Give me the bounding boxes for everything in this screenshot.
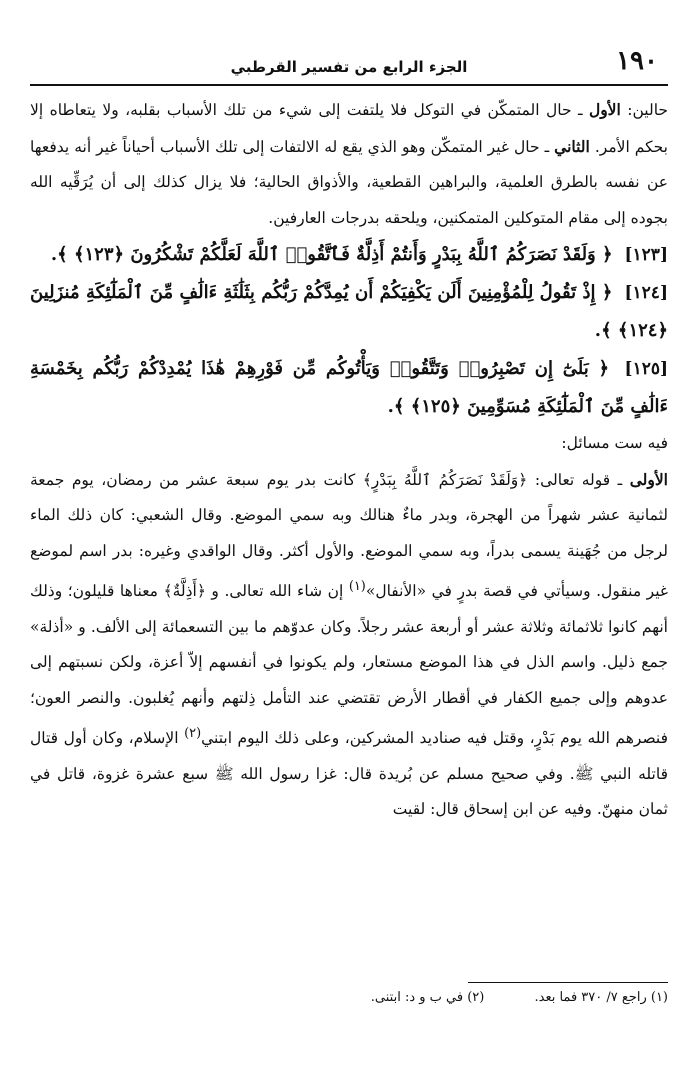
verse-number: [١٢٥] xyxy=(624,359,669,379)
first-issue-paragraph: الأولى ـ قوله تعالى: ﴿وَلَقَدْ نَصَرَكُمُ ٱللَّهُ بِبَدْرٍ﴾ كانت بدر يوم سبعة عشر من رمضان، يوم جمعة لثمانية عشر شهراً من الهجرة، وبدر ماءٌ هنالك وبه سمي الموضع. وقال الشعبي: كان ذلك الماء لرجل من جُهَينة يسمى بدراً، وبه سمي الموضع. والأول أكثر. وقال الواقدي وغيره: بدر اسم لموضع غير منقول. وسيأتي في قصة بدرٍ في «الأنفال»$^{(١)}$ إن شاء الله تعالى. و ﴿أَذِلَّةٌ﴾ معناها قليلون؛ وذلك أنهم كانوا ثلاثمائة وثلاثة عشر أو أربعة عشر رجلاً. وكان عدوّهم ما بين التسعمائة إلى الألف. و «أذلة» جمع ذليل. واسم الذل في هذا الموضع مستعار، ولم يكونوا في أنفسهم إلاّ أعزة، ولكن نسبتهم إلى عدوهم وإلى جميع الكفار في أقطار الأرض تقتضي عند التأمل ذِلتهم وأنهم يُغلبون. والنصر العون؛ فنصرهم الله يوم بَدْرٍ، وقتل فيه صناديد المشركين، وعلى ذلك اليوم ابتني$^{(٢)}$ الإسلام، وكان أول قتال قاتله النبي ﷺ. وفي صحيح مسلم عن بُريدة قال: غزا رسول الله ﷺ سبع عشرة غزوة، قاتل في ثمان منهنّ. وفيه عن ابن إسحاق قال: لقيت xyxy=(30,469,669,819)
footnote-ref-2: (٢) xyxy=(184,726,202,742)
footnote-ref-1: (١) xyxy=(348,579,366,594)
footnote-2: (٢) في ب و د: ابتنى. xyxy=(370,990,485,1005)
verse-text: ﴿ وَلَقَدْ نَصَرَكُمُ ٱللَّهُ بِبَدْرٍ وَأَنتُمْ أَذِلَّةٌ فَٱتَّقُوا۟ ٱللَّهَ لَعَلَّكُمْ تَشْكُرُونَ ﴿١٢٣﴾ ﴾. xyxy=(50,244,613,265)
term-first: الأول xyxy=(588,100,621,119)
verse-number: [١٢٤] xyxy=(624,283,668,303)
issues-intro: فيه ست مسائل: xyxy=(561,434,668,452)
header-rule xyxy=(30,84,668,86)
page-header xyxy=(30,46,668,84)
footnote-rule xyxy=(468,982,668,983)
issue-label-first: الأولى xyxy=(629,469,668,489)
page-number: ١٩٠ xyxy=(616,46,658,76)
verse-125 xyxy=(30,350,668,426)
intro-paragraph: حالين: الأول ـ حال المتمكّن في التوكل فلا يلتفت إلى شيء من تلك الأسباب بقلبه، ولا يتعاطاه إلا بحكم الأمر. الثاني ـ حال غير المتمكّن وهو الذي يقع له الالتفات إلى تلك الأسباب أحياناً غير أنه يدفعها عن نفسه بالطرق العلمية، والبراهين القطعية، والأذواق الحالية؛ فلا يزال كذلك إلى أن يُرَقِّيه الله بجوده إلى مقام المتوكلين المتمكنين، ويلحقه بدرجات العارفين. xyxy=(30,100,668,227)
verse-123 xyxy=(30,236,668,274)
main-text xyxy=(30,92,668,828)
term-second: الثاني xyxy=(554,136,590,156)
footnote-1: (١) راجع ٧/ ٣٧٠ فما بعد. xyxy=(534,990,668,1005)
verse-text: ﴿ إِذْ تَقُولُ لِلْمُؤْمِنِينَ أَلَن يَكْفِيَكُمْ أَن يُمِدَّكُمْ رَبُّكُم بِثَلَٰثَةِ ءَالَٰفٍ مِّنَ ٱلْمَلَٰٓئِكَةِ مُنزَلِينَ ﴿١٢٤﴾ ﴾. xyxy=(30,282,668,341)
footnotes xyxy=(30,990,668,1005)
verse-124 xyxy=(30,274,668,350)
verse-text: ﴿ بَلَىٰٓ إِن تَصْبِرُوا۟ وَتَتَّقُوا۟ وَيَأْتُوكُم مِّن فَوْرِهِمْ هَٰذَا يُمْدِدْكُمْ رَبُّكُم بِخَمْسَةِ ءَالَٰفٍ مِّنَ ٱلْمَلَٰٓئِكَةِ مُسَوِّمِينَ ﴿١٢٥﴾ ﴾. xyxy=(30,358,668,417)
verse-number: [١٢٣] xyxy=(624,245,668,265)
running-title: الجزء الرابع من تفسير القرطبي xyxy=(230,58,468,76)
